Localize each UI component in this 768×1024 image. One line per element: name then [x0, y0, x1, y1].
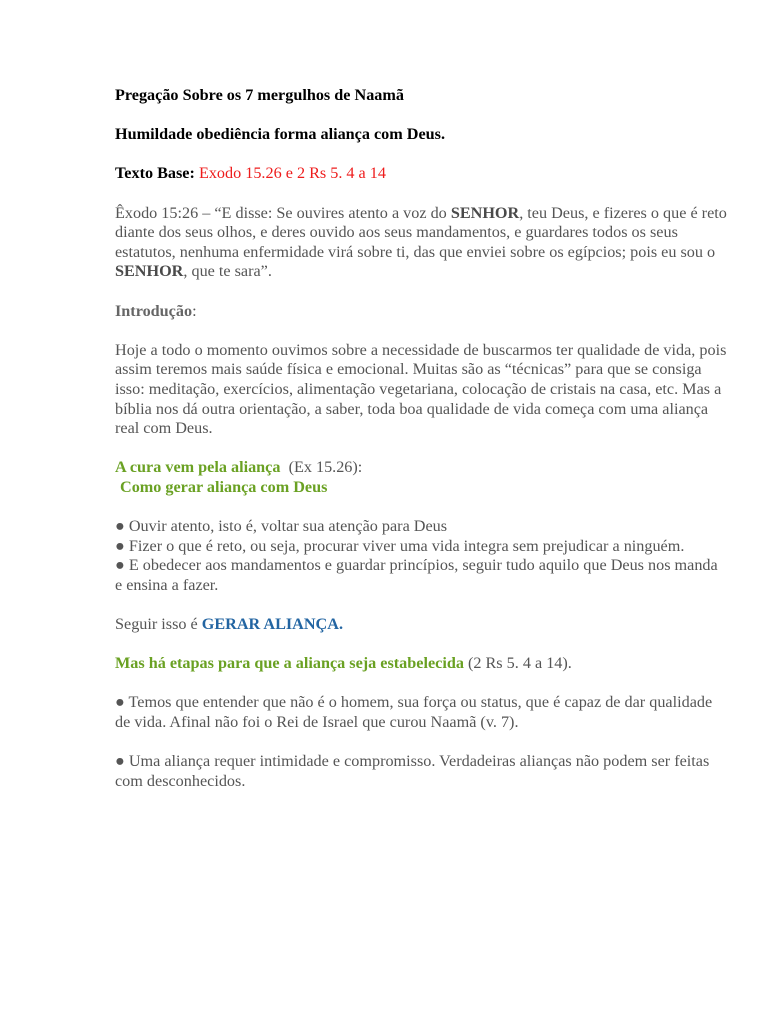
- seguir-prefix: Seguir isso é: [115, 615, 202, 634]
- introducao-text: Hoje a todo o momento ouvimos sobre a necessidade de buscarmos ter qualidade de vida, pois assim teremos mais saúde física e emocional. Muitas são as “técnicas” para que se consiga isso: meditação, exercícios, alimentação vegetariana, colocação de cristais na casa, etc. Mas a bíblia nos dá outra orientação, a saber, toda boa qualidade de vida começa com uma aliança real com Deus.: [115, 340, 727, 438]
- seguir-emphasis: GERAR ALIANÇA.: [201, 615, 343, 634]
- verse-paragraph: [115, 204, 728, 282]
- section1-bullet-list: [115, 517, 728, 595]
- texto-base-line: [115, 164, 728, 184]
- introducao-heading: [115, 302, 728, 322]
- section1-heading-line: [115, 458, 728, 478]
- introducao-label: Introdução: [115, 301, 193, 320]
- section1-heading: A cura vem pela aliança: [115, 458, 281, 477]
- introducao-colon: :: [192, 301, 197, 320]
- texto-base-reference: Exodo 15.26 e 2 Rs 5. 4 a 14: [198, 164, 386, 183]
- document-title: Pregação Sobre os 7 mergulhos de Naamã: [115, 86, 404, 104]
- verse-text-part2: , teu Deus, e fizeres o que é reto diante dos seus olhos, e deres ouvido aos seus mandamentos, e guardares todos os seus estatutos, nenhuma enfermidade virá sobre ti, das que enviei sobre os egípcios; pois eu sou o: [115, 203, 727, 261]
- section2-heading-line: [115, 654, 728, 674]
- list-item: ● Uma aliança requer intimidade e compromisso. Verdadeiras alianças não podem ser feitas com desconhecidos.: [115, 752, 710, 790]
- list-item: ● Fizer o que é reto, ou seja, procurar viver uma vida integra sem prejudicar a ninguém.: [115, 536, 685, 555]
- section1-subheading: Como gerar aliança com Deus: [120, 477, 328, 496]
- verse-senhor-2: SENHOR: [115, 262, 184, 281]
- verse-text-part1: Êxodo 15:26 – “E disse: Se ouvires atento a voz do: [115, 203, 451, 222]
- verse-text-part3: , que te sara”.: [183, 262, 272, 281]
- section2-reference: (2 Rs 5. 4 a 14).: [463, 654, 572, 673]
- list-item: ● Ouvir atento, isto é, voltar sua atenção para Deus: [115, 517, 448, 536]
- list-item: ● Temos que entender que não é o homem, sua força ou status, que é capaz de dar qualidade de vida. Afinal não foi o Rei de Israel que curou Naamã (v. 7).: [115, 693, 713, 731]
- list-item: ● E obedecer aos mandamentos e guardar princípios, seguir tudo aquilo que Deus nos manda e ensina a fazer.: [115, 556, 718, 594]
- texto-base-label: Texto Base:: [115, 164, 195, 183]
- verse-senhor-1: SENHOR: [450, 203, 520, 222]
- section1-subheading-line: [115, 478, 728, 498]
- section1-reference: (Ex 15.26):: [280, 458, 363, 477]
- section2-heading: Mas há etapas para que a aliança seja estabelecida: [115, 654, 464, 673]
- document-subtitle: Humildade obediência forma aliança com Deus.: [115, 125, 446, 144]
- seguir-line: [115, 615, 728, 635]
